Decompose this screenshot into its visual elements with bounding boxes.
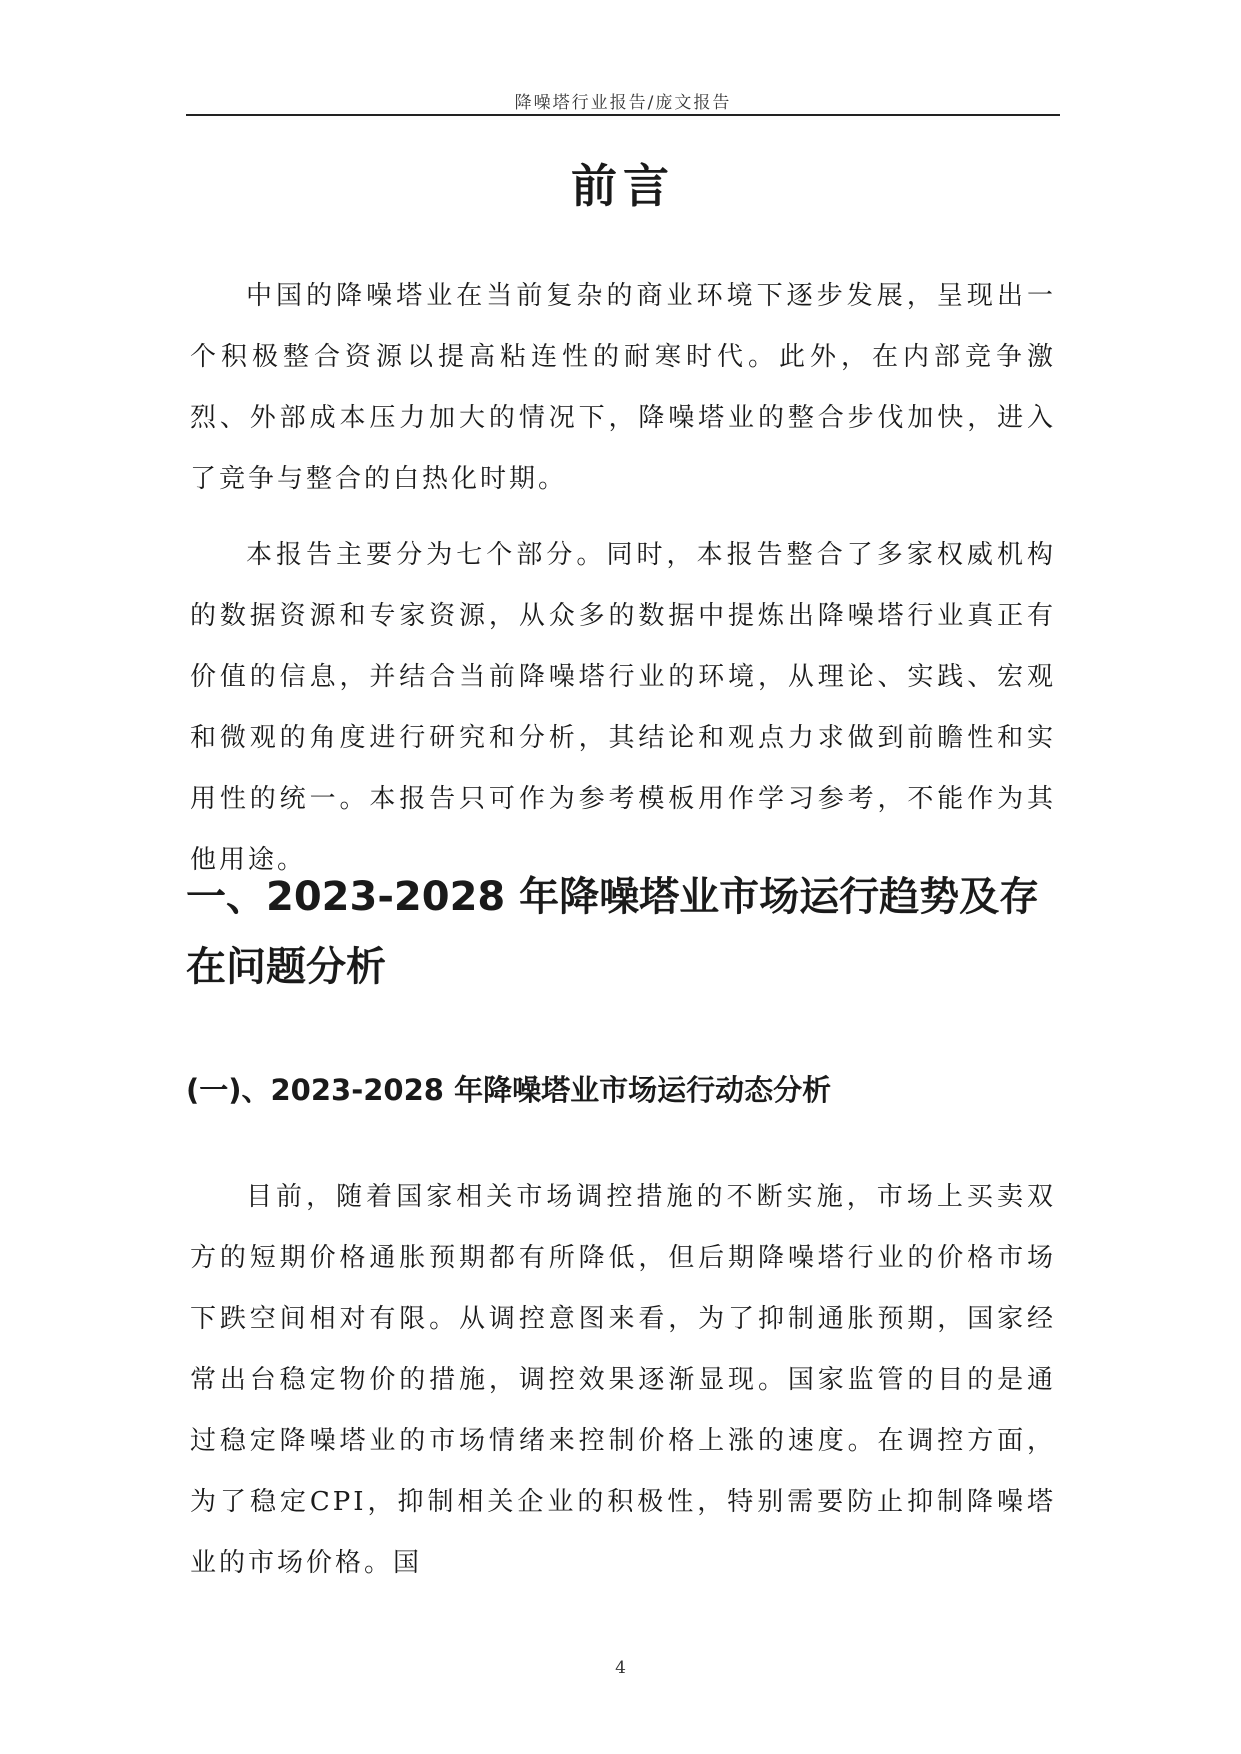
- preface-title: 前言: [571, 159, 675, 213]
- preface-paragraph-2: 本报告主要分为七个部分。同时，本报告整合了多家权威机构的数据资源和专家资源，从众多的数据中提炼出降噪塔行业真正有价值的信息，并结合当前降噪塔行业的环境，从理论、实践、宏观和微观的角度进行研究和分析，其结论和观点力求做到前瞻性和实用性的统一。本报告只可作为参考模板用作学习参考，不能作为其他用途。: [190, 540, 1056, 875]
- header-rule: [186, 114, 1060, 116]
- subsection-paragraph: 目前，随着国家相关市场调控措施的不断实施，市场上买卖双方的短期价格通胀预期都有所降低，但后期降噪塔行业的价格市场下跌空间相对有限。从调控意图来看，为了抑制通胀预期，国家经常出台稳定物价的措施，调控效果逐渐显现。国家监管的目的是通过稳定降噪塔业的市场情绪来控制价格上涨的速度。在调控方面，为了稳定CPI，抑制相关企业的积极性，特别需要防止抑制降噪塔业的市场价格。国: [190, 1182, 1056, 1578]
- subsection-heading: (一)、2023-2028 年降噪塔业市场运行动态分析: [186, 1073, 832, 1107]
- page-number: 4: [615, 1658, 626, 1678]
- running-header: 降噪塔行业报告/庞文报告: [514, 93, 732, 113]
- preface-paragraph-1: 中国的降噪塔业在当前复杂的商业环境下逐步发展，呈现出一个积极整合资源以提高粘连性的耐寒时代。此外，在内部竞争激烈、外部成本压力加大的情况下，降噪塔业的整合步伐加快，进入了竞争与整合的白热化时期。: [190, 281, 1056, 494]
- section-heading: 一、2023-2028 年降噪塔业市场运行趋势及存在问题分析: [186, 874, 1040, 990]
